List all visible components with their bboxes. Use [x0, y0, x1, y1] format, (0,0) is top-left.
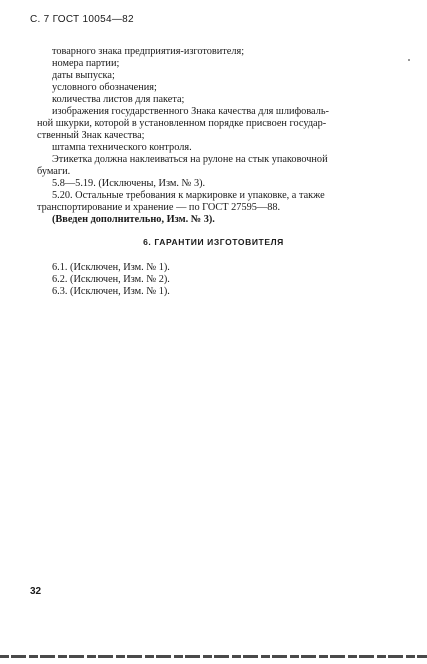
section-item: 6.2. (Исключен, Изм. № 2).: [52, 274, 170, 285]
text-line: 5.8—5.19. (Исключены, Изм. № 3).: [52, 178, 206, 189]
text-line: изображения государственного Знака качества для шлифоваль-: [52, 106, 329, 117]
text-line: транспортирование и хранение — по ГОСТ 27595—88.: [37, 202, 281, 213]
text-line: Этикетка должна наклеиваться на рулоне на стык упаковочной: [52, 154, 328, 165]
text-line: количества листов для пакета;: [52, 94, 185, 105]
text-line-bold: (Введен дополнительно, Изм. № 3).: [52, 214, 215, 225]
text-line: номера партии;: [52, 58, 120, 69]
text-line: даты выпуска;: [52, 70, 115, 81]
text-line: ственный Знак качества;: [37, 130, 145, 141]
text-line: условного обозначения;: [52, 82, 157, 93]
scan-artifact-line: [0, 655, 427, 658]
page-header: С. 7 ГОСТ 10054—82: [30, 14, 134, 25]
text-line: бумаги.: [37, 166, 71, 177]
text-line: ной шкурки, которой в установленном порядке присвоен государ-: [37, 118, 327, 129]
text-line: штампа технического контроля.: [52, 142, 192, 153]
page-number: 32: [30, 586, 42, 597]
text-line: 5.20. Остальные требования к маркировке и упаковке, а также: [52, 190, 325, 201]
section-heading: 6. ГАРАНТИИ ИЗГОТОВИТЕЛЯ: [143, 237, 284, 247]
scan-speck: [408, 59, 410, 61]
section-item: 6.3. (Исключен, Изм. № 1).: [52, 286, 170, 297]
section-item: 6.1. (Исключен, Изм. № 1).: [52, 262, 170, 273]
text-line: товарного знака предприятия-изготовителя;: [52, 46, 245, 57]
